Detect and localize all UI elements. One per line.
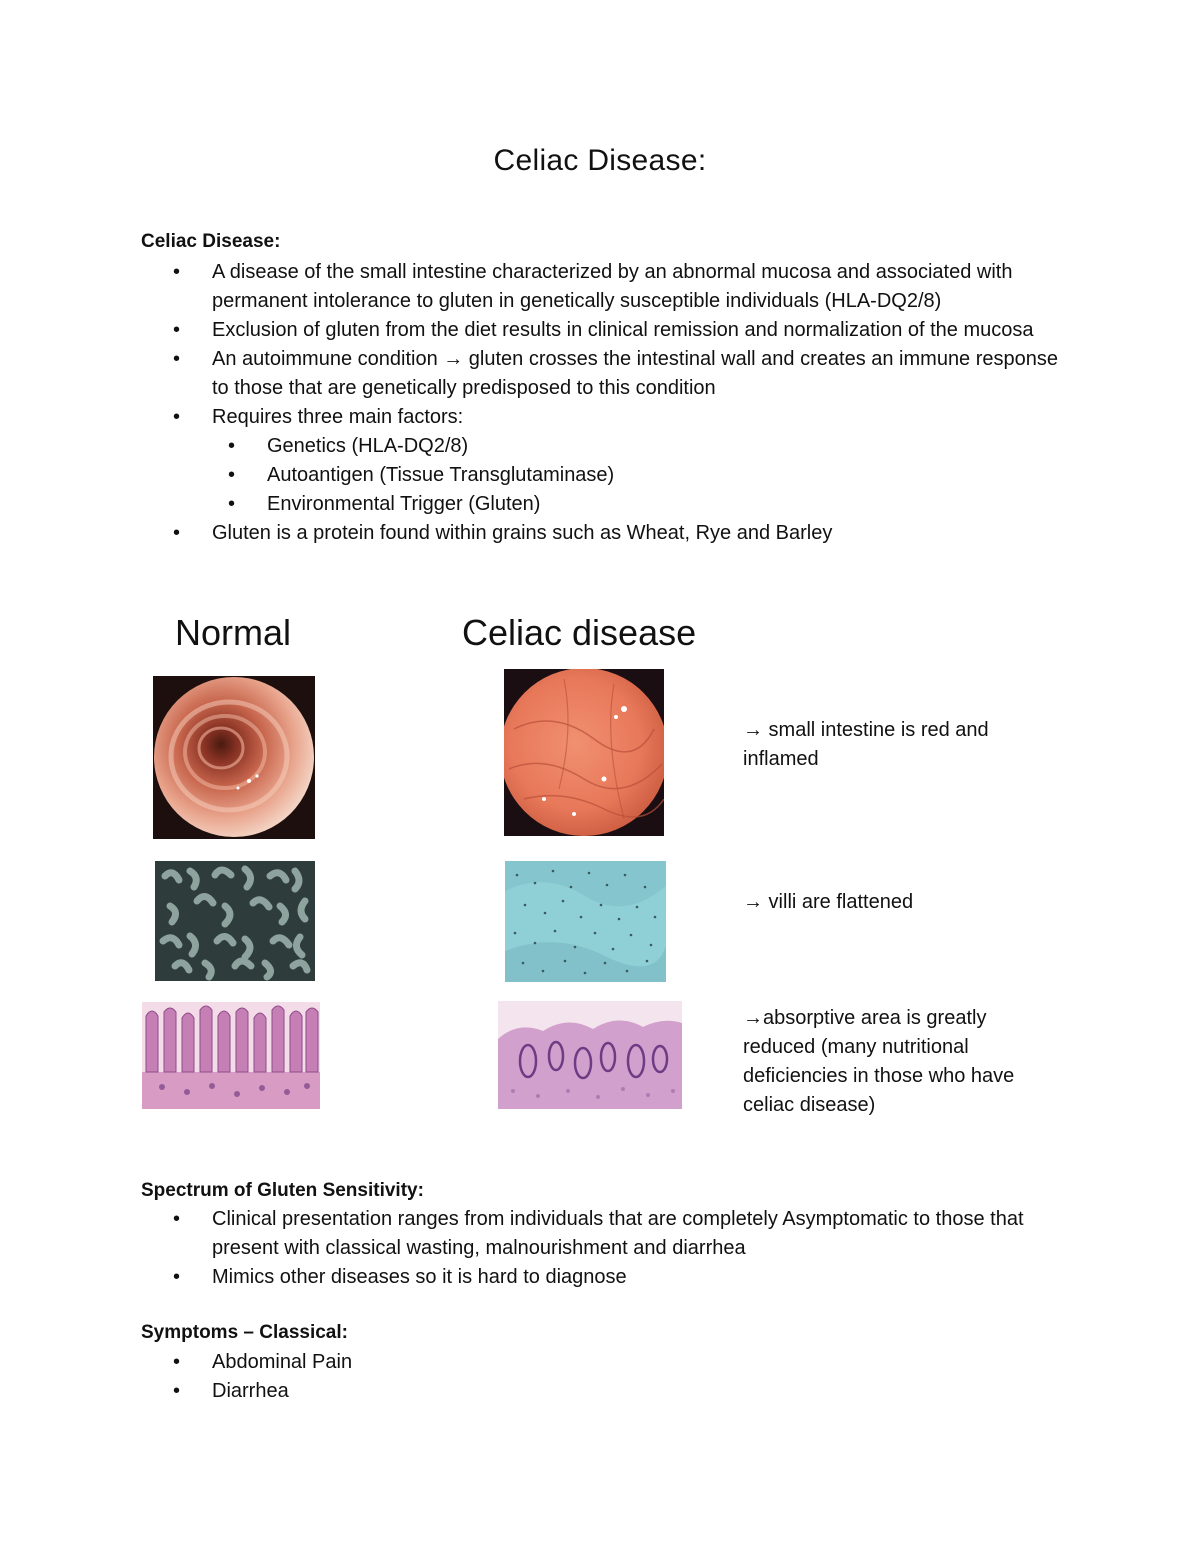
list-item: • Requires three main factors:	[141, 403, 1071, 432]
list-item: • An autoimmune condition → gluten crosses the intestinal wall and creates an immune response to those that are genetically predisposed to this condition	[141, 345, 1071, 403]
note-villi: → villi are flattened	[743, 891, 914, 913]
normal-endoscopy-image	[153, 676, 315, 839]
list-item: • Mimics other diseases so it is hard to diagnose	[141, 1263, 1071, 1292]
section-heading-symptoms: Symptoms – Classical:	[141, 1322, 348, 1343]
page-title: Celiac Disease:	[493, 144, 707, 177]
normal-label: Normal	[175, 612, 292, 653]
sub-list-item: • Autoantigen (Tissue Transglutaminase)	[141, 461, 1071, 490]
note-absorptive: →absorptive area is greatly reduced (many nutritional deficiencies in those who have celiac disease)	[743, 1007, 1015, 1116]
celiac-villi-image	[505, 861, 666, 982]
list-item: • A disease of the small intestine characterized by an abnormal mucosa and associated with permanent intolerance to gluten in genetically susceptible individuals (HLA-DQ2/8)	[141, 258, 1071, 316]
section-heading-celiac: Celiac Disease:	[141, 231, 281, 252]
list-item: • Diarrhea	[141, 1377, 1071, 1406]
symptoms-bullet-list	[141, 1348, 1071, 1406]
spectrum-bullet-list	[141, 1205, 1071, 1292]
list-item: • Exclusion of gluten from the diet results in clinical remission and normalization of the mucosa	[141, 316, 1071, 345]
celiac-histology-image	[498, 1001, 682, 1109]
list-item: • Gluten is a protein found within grains such as Wheat, Rye and Barley	[141, 519, 1071, 548]
section-heading-spectrum: Spectrum of Gluten Sensitivity:	[141, 1180, 424, 1201]
normal-histology-image	[142, 1002, 320, 1109]
list-item: • Clinical presentation ranges from individuals that are completely Asymptomatic to those that present with classical wasting, malnourishment and diarrhea	[141, 1205, 1071, 1263]
sub-list-item: • Environmental Trigger (Gluten)	[141, 490, 1071, 519]
celiac-label: Celiac disease	[462, 612, 697, 653]
sub-list-item: • Genetics (HLA-DQ2/8)	[141, 432, 1071, 461]
note-inflamed: → small intestine is red and inflamed	[743, 719, 989, 770]
celiac-endoscopy-image	[504, 669, 664, 836]
celiac-bullet-list	[141, 258, 1071, 548]
list-item: • Abdominal Pain	[141, 1348, 1071, 1377]
normal-villi-image	[155, 861, 315, 981]
